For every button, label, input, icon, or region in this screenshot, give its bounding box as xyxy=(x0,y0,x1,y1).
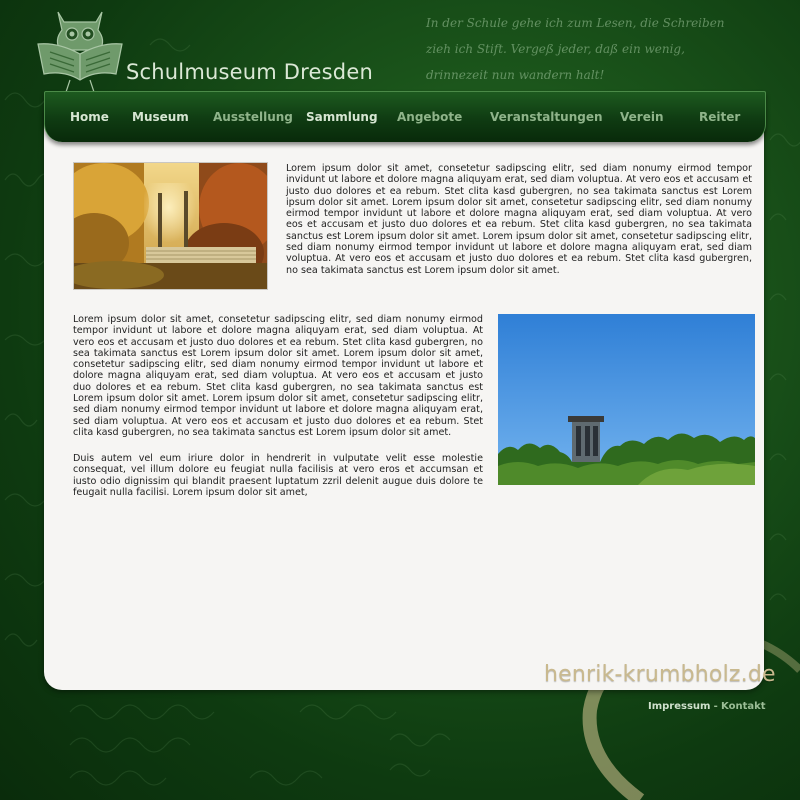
nav-item-museum[interactable]: Museum xyxy=(132,110,189,124)
body-paragraph-2: Duis autem vel eum iriure dolor in hendrerit in vulputate velit esse molestie consequat, vel illum dolore eu feugiat nulla facilisis at vero eros et accumsan et iusto odio dignissim qui blandit praesent luptatum zzril delenit augue duis dolore te feugait nulla facilisi. Lorem ipsum dolor sit amet, xyxy=(73,453,483,498)
header-handwriting-line: drinnezeit nun wandern halt! xyxy=(426,68,605,82)
intro-paragraph: Lorem ipsum dolor sit amet, consetetur sadipscing elitr, sed diam nonumy eirmod tempor invidunt ut labore et dolore magna aliquyam erat, sed diam voluptua. At vero eos et accusam et justo duo dolores et ea rebum. Stet clita kasd gubergren, no sea takimata sanctus est Lorem ipsum dolor sit amet. Lorem ipsum dolor sit amet, consetetur sadipscing elitr, sed diam nonumy eirmod tempor invidunt ut labore et dolore magna aliquyam erat, sed diam voluptua. At vero eos et accusam et justo duo dolores et ea rebum. Stet clita kasd gubergren, no sea takimata sanctus est Lorem ipsum dolor sit amet. Lorem ipsum dolor sit amet, consetetur sadipscing elitr, sed diam nonumy eirmod tempor invidunt ut labore et dolore magna aliquyam erat, sed diam voluptua. At vero eos et accusam et justo duo dolores et ea rebum. Stet clita kasd gubergren, no sea takimata sanctus est Lorem ipsum dolor sit amet. xyxy=(286,163,752,276)
main-navigation xyxy=(44,91,766,142)
designer-credit[interactable]: henrik-krumbholz.de xyxy=(544,662,776,687)
nav-item-home[interactable]: Home xyxy=(70,110,109,124)
tower-photo xyxy=(498,314,755,485)
body-paragraph: Lorem ipsum dolor sit amet, consetetur sadipscing elitr, sed diam nonumy eirmod tempor invidunt ut labore et dolore magna aliquyam erat, sed diam voluptua. At vero eos et accusam et justo duo dolores et ea rebum. Stet clita kasd gubergren, no sea takimata sanctus est Lorem ipsum dolor sit amet. Lorem ipsum dolor sit amet, consetetur sadipscing elitr, sed diam nonumy eirmod tempor invidunt ut labore et dolore magna aliquyam erat, sed diam voluptua. At vero eos et accusam et justo duo dolores et ea rebum. Stet clita kasd gubergren, no sea takimata sanctus est Lorem ipsum dolor sit amet. Lorem ipsum dolor sit amet, consetetur sadipscing elitr, sed diam nonumy eirmod tempor invidunt ut labore et dolore magna aliquyam erat, sed diam voluptua. At vero eos et accusam et justo duo dolores et ea rebum. Stet clita kasd gubergren, no sea takimata sanctus est Lorem ipsum dolor sit amet. xyxy=(73,314,483,438)
footer-separator: - xyxy=(713,701,718,712)
nav-item-verein[interactable]: Verein xyxy=(620,110,664,124)
autumn-park-photo xyxy=(73,162,268,290)
nav-item-ausstellung[interactable]: Ausstellung xyxy=(213,110,293,124)
site-title[interactable]: Schulmuseum Dresden xyxy=(126,60,373,84)
header-handwriting-line: In der Schule gehe ich zum Lesen, die Schreiben xyxy=(426,16,725,30)
header-handwriting xyxy=(426,10,725,88)
nav-item-sammlung[interactable]: Sammlung xyxy=(306,110,378,124)
footer-links xyxy=(648,701,766,712)
header-handwriting-line: zieh ich Stift. Vergeß jeder, daß ein wenig, xyxy=(426,42,685,56)
owl-reading-book-icon[interactable] xyxy=(34,8,126,94)
nav-item-reiter[interactable]: Reiter xyxy=(699,110,741,124)
nav-item-angebote[interactable]: Angebote xyxy=(397,110,463,124)
nav-item-veranstaltungen[interactable]: Veranstaltungen xyxy=(490,110,603,124)
kontakt-link[interactable]: Kontakt xyxy=(721,701,766,712)
impressum-link[interactable]: Impressum xyxy=(648,701,711,712)
